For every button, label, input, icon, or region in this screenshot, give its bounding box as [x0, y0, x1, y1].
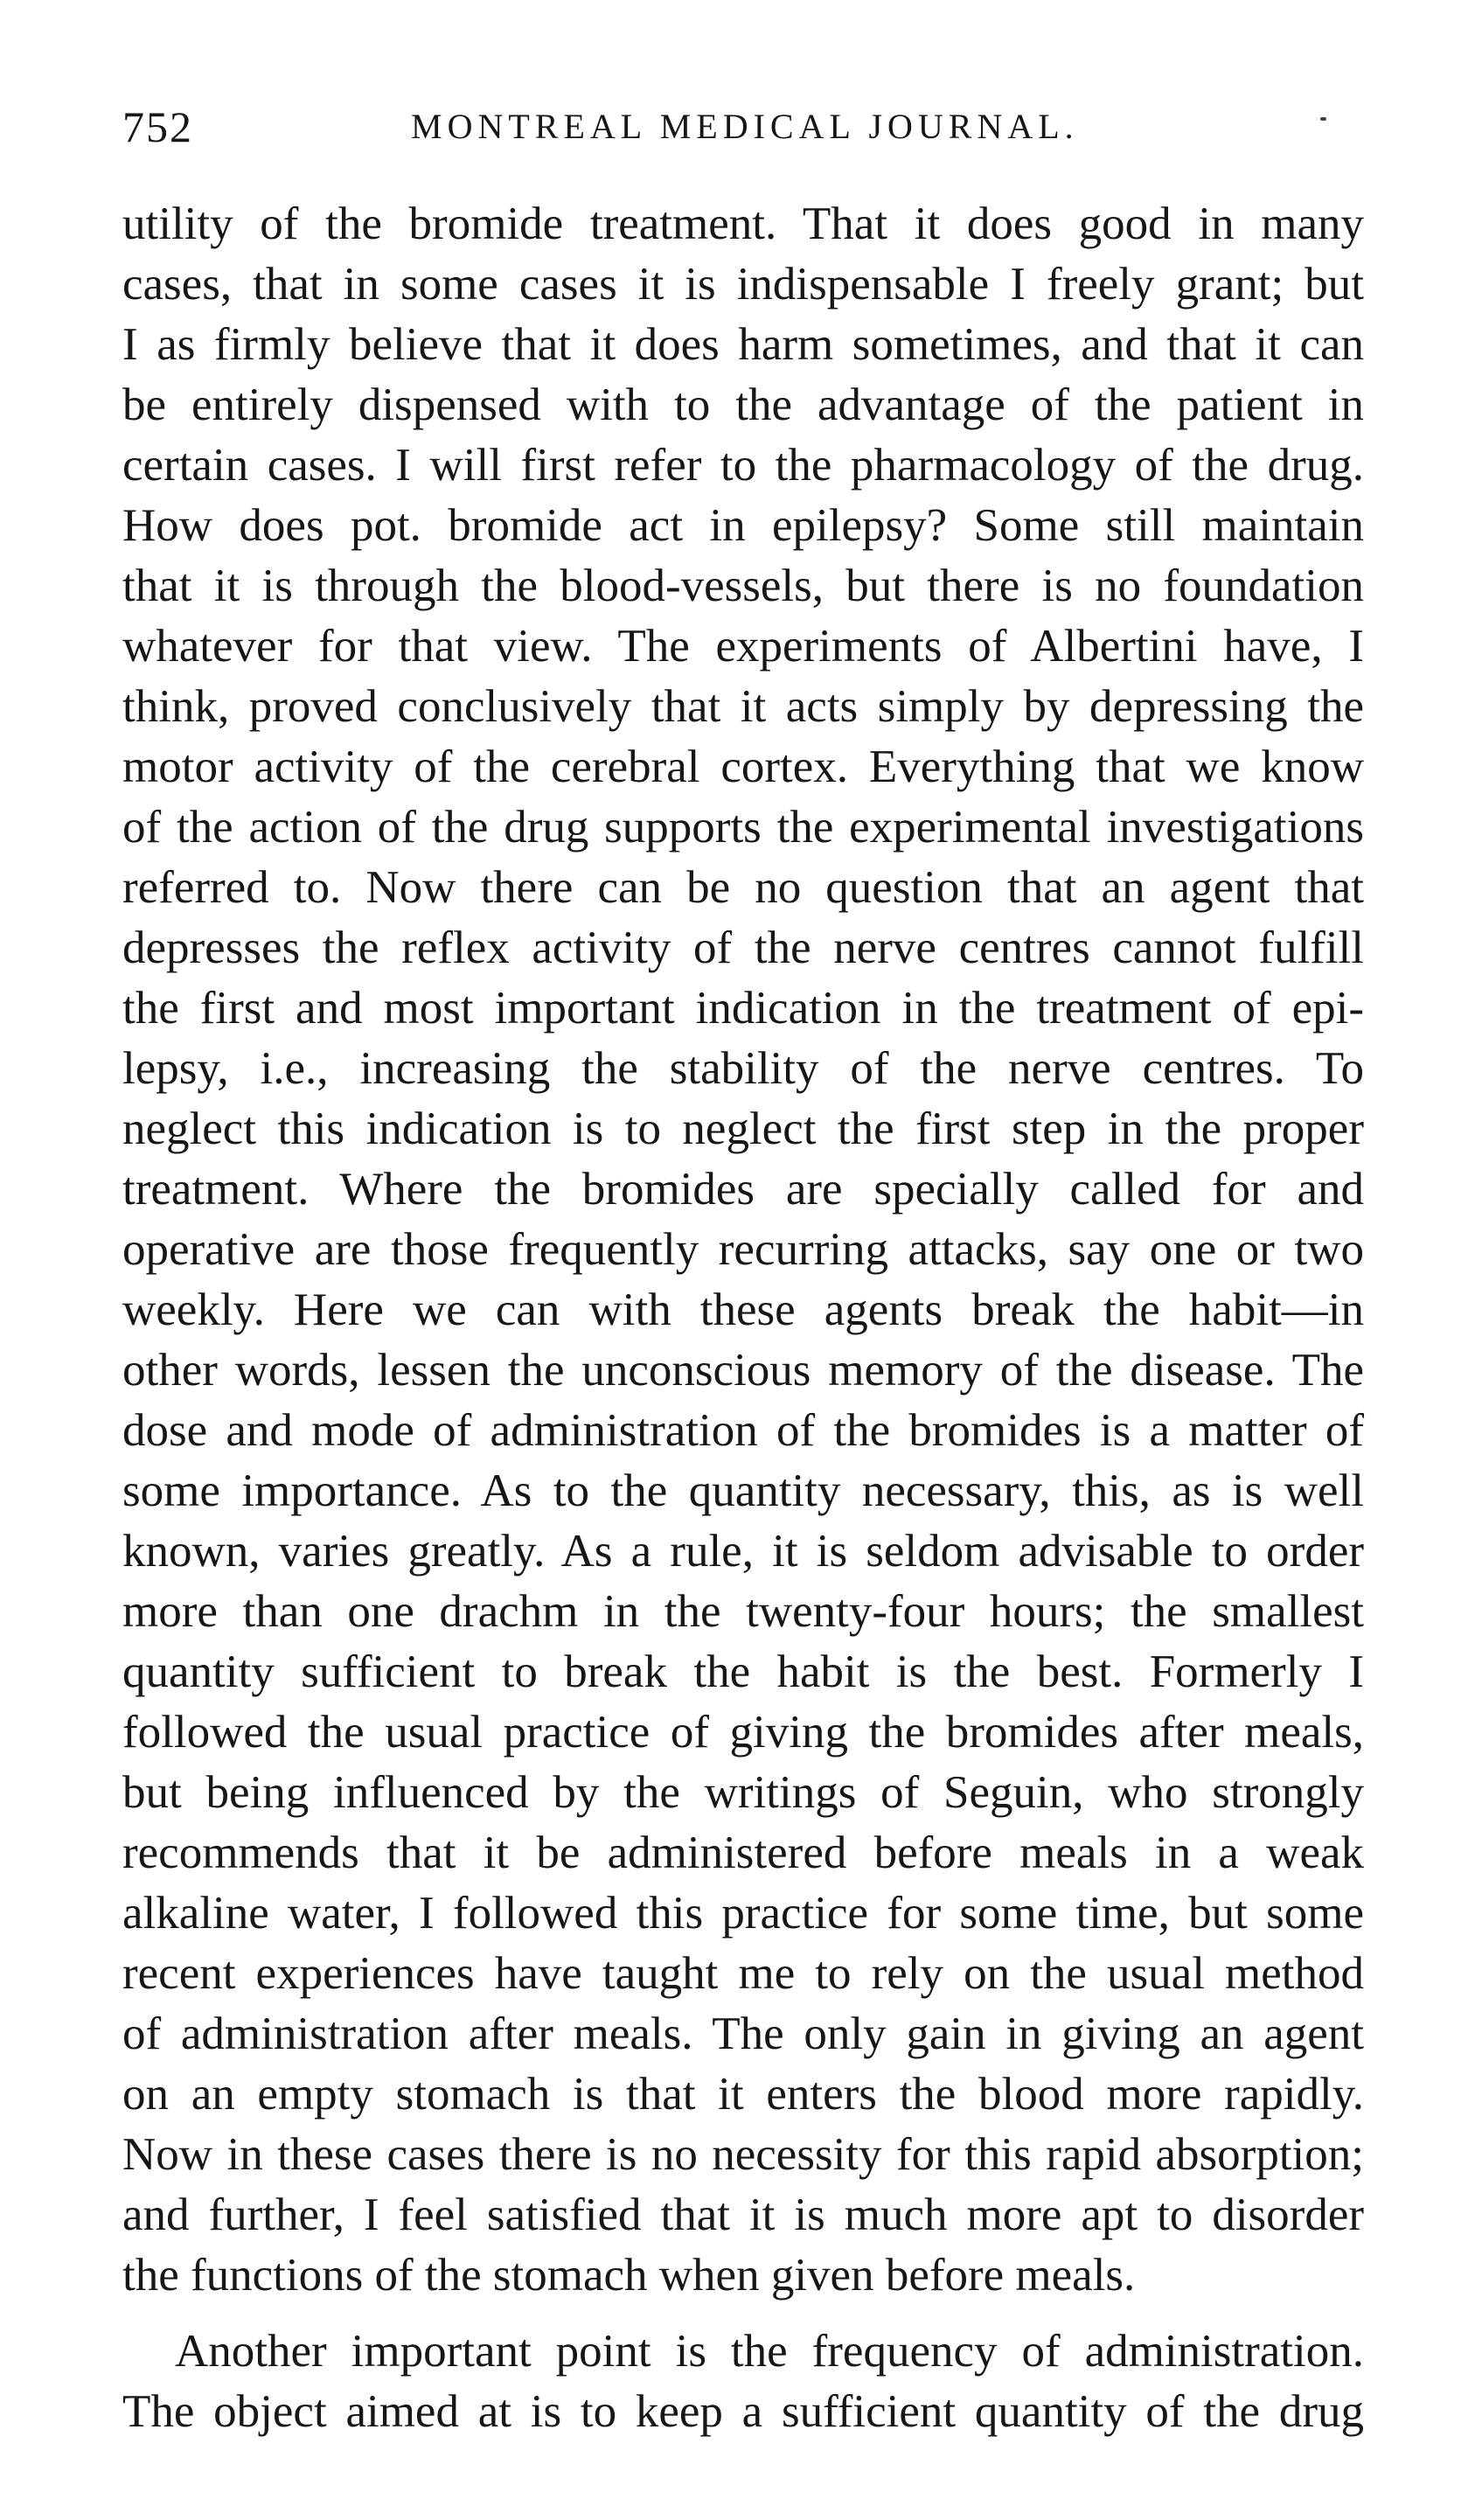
text-line: more than one drachm in the twenty-four hours; the smallest	[122, 1586, 1364, 1637]
text-line: recent experiences have taught me to rely on the usual method	[122, 1948, 1364, 1999]
text-line: neglect this indication is to neglect the first step in the proper	[122, 1103, 1364, 1154]
text-line: treatment. Where the bromides are specially called for and	[122, 1164, 1364, 1215]
paragraph-2	[122, 2322, 1364, 2442]
body-text	[122, 194, 1364, 2442]
text-line: recommends that it be administered before meals in a weak	[122, 1827, 1364, 1878]
text-line: known, varies greatly. As a rule, it is seldom advisable to order	[122, 1526, 1364, 1577]
page-number: 752	[122, 102, 193, 151]
text-line: on an empty stomach is that it enters the blood more rapidly.	[122, 2069, 1364, 2120]
text-line: certain cases. I will first refer to the pharmacology of the drug.	[122, 440, 1364, 491]
text-line: but being influenced by the writings of Seguin, who strongly	[122, 1767, 1364, 1818]
text-line: some importance. As to the quantity necessary, this, as is well	[122, 1465, 1364, 1516]
text-line: whatever for that view. The experiments of Albertini have, I	[122, 621, 1364, 672]
text-line: lepsy, i.e., increasing the stability of the nerve centres. To	[122, 1043, 1364, 1094]
text-line: be entirely dispensed with to the advantage of the patient in	[122, 379, 1364, 430]
text-line: Now in these cases there is no necessity for this rapid absorption;	[122, 2129, 1364, 2180]
text-line: and further, I feel satisfied that it is much more apt to disorder	[122, 2189, 1364, 2240]
text-line: Another important point is the frequency of administration.	[175, 2326, 1364, 2377]
paragraph-gap	[122, 2306, 1364, 2322]
running-head	[122, 96, 1364, 157]
text-line: of administration after meals. The only gain in giving an agent	[122, 2008, 1364, 2059]
text-line: referred to. Now there can be no question that an agent that	[122, 862, 1364, 913]
text-line: I as firmly believe that it does harm sometimes, and that it can	[122, 319, 1364, 370]
journal-title: MONTREAL MEDICAL JOURNAL.	[411, 107, 1079, 146]
text-line: followed the usual practice of giving the bromides after meals,	[122, 1707, 1364, 1758]
print-speck	[1320, 117, 1326, 121]
text-line: cases, that in some cases it is indispensable I freely grant; but	[122, 259, 1364, 310]
text-line: alkaline water, I followed this practice for some time, but some	[122, 1888, 1364, 1939]
text-line: dose and mode of administration of the bromides is a matter of	[122, 1405, 1364, 1456]
text-line: weekly. Here we can with these agents break the habit—in	[122, 1284, 1364, 1335]
text-line: the first and most important indication in the treatment of epi-	[122, 983, 1364, 1034]
text-line: depresses the reflex activity of the nerve centres cannot fulfill	[122, 922, 1364, 973]
text-line: the functions of the stomach when given before meals.	[122, 2250, 1136, 2301]
text-line: utility of the bromide treatment. That it does good in many	[122, 198, 1364, 249]
text-line: quantity sufficient to break the habit is the best. Formerly I	[122, 1646, 1364, 1697]
text-line: other words, lessen the unconscious memory of the disease. The	[122, 1345, 1364, 1396]
text-line: of the action of the drug supports the experimental investigations	[122, 802, 1364, 853]
paragraph-1	[122, 194, 1364, 2306]
text-line: How does pot. bromide act in epilepsy? Some still maintain	[122, 500, 1364, 551]
text-line: that it is through the blood-vessels, but there is no foundation	[122, 560, 1364, 611]
text-line: The object aimed at is to keep a sufficient quantity of the drug	[122, 2386, 1364, 2437]
text-line: think, proved conclusively that it acts simply by depressing the	[122, 681, 1364, 732]
text-line: operative are those frequently recurring attacks, say one or two	[122, 1224, 1364, 1275]
text-line: motor activity of the cerebral cortex. Everything that we know	[122, 741, 1364, 792]
